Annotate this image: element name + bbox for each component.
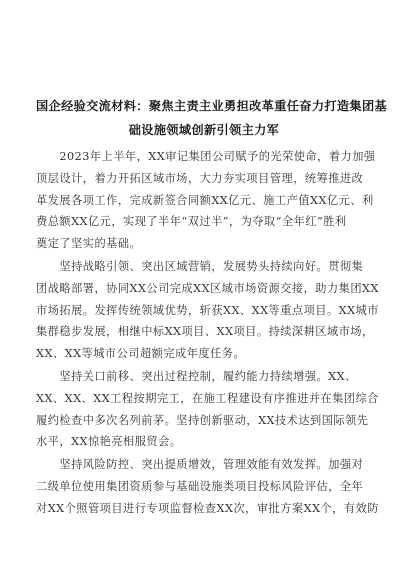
document-body [36, 146, 379, 521]
paragraph [36, 256, 379, 365]
text-line: 坚持风险防控、突出提质增效，管理效能有效发挥。加强对 [36, 458, 364, 472]
text-line: 2023年上半年，XX审记集团公司赋予的光荣使命，着力加强 [36, 150, 376, 163]
text-line: 费总额XX亿元，实现了半年“双过半”，为夺取“全年红”胜利 [36, 215, 347, 229]
text-line: 二级单位使用集团资质参与基础设施类项目投标风险评估，全年 [36, 479, 364, 493]
text-line: 水平，XX惊艳亮相服贸会。 [36, 435, 182, 449]
text-line: 奠定了坚实的基础。 [36, 237, 142, 251]
text-line: 坚持关口前移、突出过程控制，履约能力持续增强。XX、 [36, 369, 357, 383]
text-line: 履约检查中多次名列前茅。坚持创新驱动，XX技术达到国际领先 [36, 413, 369, 427]
text-line: XX、XX等城市公司超额完成年度任务。 [36, 347, 246, 361]
text-line: 对XX个照管项目进行专项监督检查XX次，审批方案XX个，有效防 [36, 501, 379, 515]
text-line: 市场拓展。发挥传统领域优势，斩获XX、XX等重点项目。XX城市 [36, 303, 379, 317]
title-line: 国企经验交流材料：聚焦主责主业勇担改革重任奋力打造集团基 [36, 99, 388, 113]
paragraph [36, 454, 379, 519]
paragraph [36, 366, 379, 453]
text-line: 革发展各项工作，完成新签合同额XX亿元、施工产值XX亿元、利 [36, 193, 374, 207]
text-line: 集群稳步发展，相继中标XX项目、XX项目。持续深耕区域市场， [36, 325, 374, 339]
paragraph [36, 146, 374, 255]
document-title [36, 94, 388, 142]
text-line: 顶层设计，着力开拓区域市场，大力夯实项目管理，统筹推进改 [36, 171, 364, 185]
text-line: 坚持战略引领、突出区域营销，发展势头持续向好。贯彻集 [36, 259, 364, 273]
title-line: 础设施领域创新引领主力军 [128, 123, 280, 137]
text-line: XX、XX、XX工程按期完工，在施工程建设有序推进并在集团综合 [36, 391, 379, 405]
text-line: 团战略部署，协同XX公司完成XX区域市场资源交接，助力集团XX [36, 281, 379, 295]
